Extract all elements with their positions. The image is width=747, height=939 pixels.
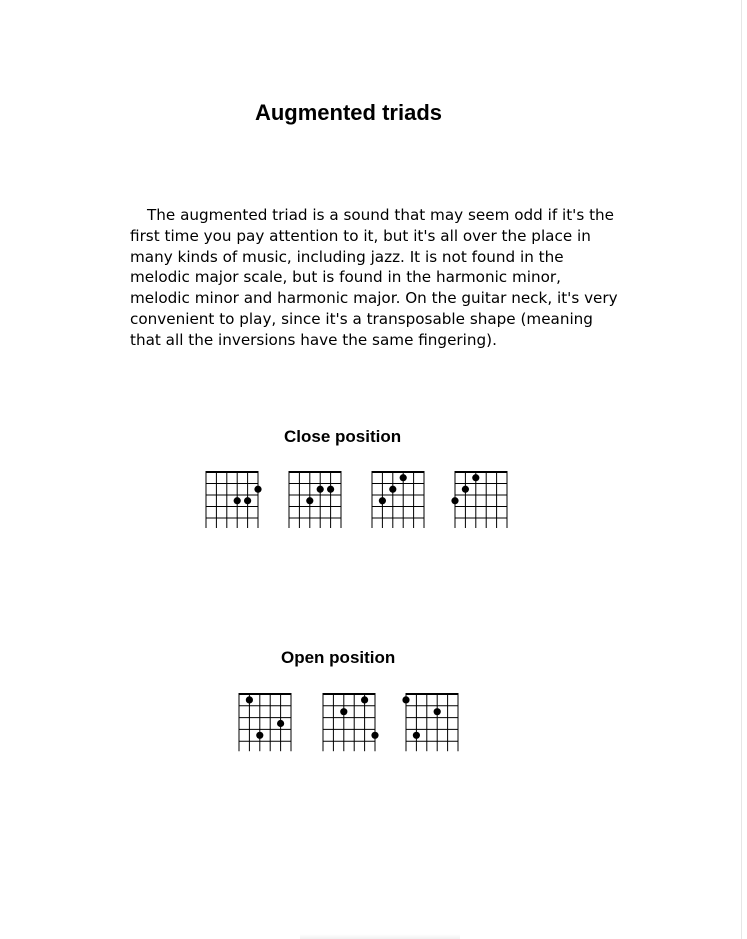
finger-dot [389,486,396,493]
chord-diagram [239,694,292,751]
finger-dot [462,486,469,493]
finger-dot [244,497,251,504]
finger-dot [306,497,313,504]
chord-diagram [323,694,379,751]
close-position-heading: Close position [284,427,402,446]
chord-diagram [206,472,262,528]
intro-paragraph: The augmented triad is a sound that may seem odd if it's the first time you pay attention to it, but it's all over the place in many kinds of music, including jazz. It is not found in the melodic major scale, but is found in the harmonic minor, melodic minor and harmonic major. On the guitar neck, it's very convenient to play, since it's a transposable shape (meaning that all the inversions have the same fingering). [130,206,618,349]
page-title: Augmented triads [254,100,443,125]
finger-dot [256,732,263,739]
finger-dot [434,708,441,715]
finger-dot [379,497,386,504]
finger-dot [317,486,324,493]
finger-dot [234,497,241,504]
chord-diagram [372,472,425,528]
finger-dot [277,720,284,727]
chord-diagram [451,472,507,528]
finger-dot [327,486,334,493]
finger-dot [451,497,458,504]
finger-dot [254,486,261,493]
page-edge [741,0,742,939]
finger-dot [472,474,479,481]
page-bottom-shadow [300,934,460,939]
chord-diagram [402,694,458,751]
chord-diagram [289,472,342,528]
finger-dot [400,474,407,481]
finger-dot [371,732,378,739]
finger-dot [361,696,368,703]
finger-dot [402,696,409,703]
finger-dot [340,708,347,715]
finger-dot [246,696,253,703]
finger-dot [413,732,420,739]
open-position-heading: Open position [281,648,396,667]
